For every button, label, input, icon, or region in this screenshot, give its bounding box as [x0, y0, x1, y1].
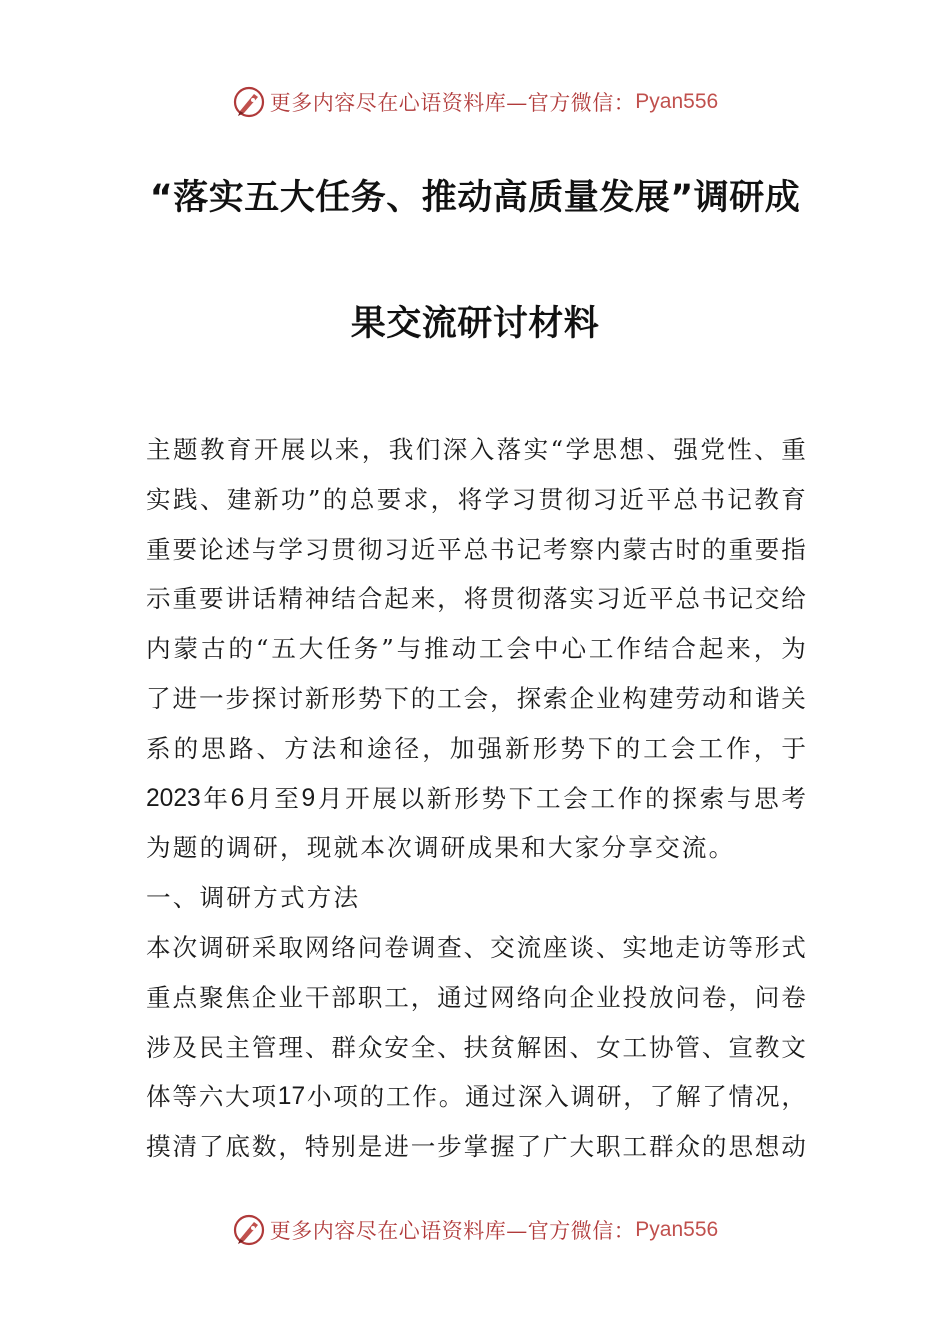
footer-watermark-banner	[0, 1210, 950, 1250]
document-body	[146, 425, 806, 1172]
banner-text: 更多内容尽在心语资料库—官方微信：	[269, 91, 636, 115]
body-line: 体 等 六 大 项 17 小 项 的 工 作 。 通 过 深 入 调 研 ， 了 解 了 情 况 ，	[146, 1082, 806, 1112]
document-title-line-1: “落实五大任务、推动高质量发展”调研成	[149, 178, 801, 218]
banner-text: 更多内容尽在心语资料库—官方微信：	[269, 1219, 636, 1243]
pen-nib-logo-icon	[232, 85, 266, 119]
banner-handle: Pyan556	[635, 1218, 719, 1241]
document-title-line-2: 果交流研讨材料	[350, 304, 600, 344]
body-line: 示 重 要 讲 话 精 神 结 合 起 来 ， 将 贯 彻 落 实 习 近 平 总 书 记 交 给	[146, 584, 806, 614]
banner-handle: Pyan556	[635, 90, 719, 113]
section-heading: 一、调研方式方法	[146, 883, 361, 913]
pen-nib-logo-icon	[232, 1213, 266, 1247]
body-line: 为题的调研，现就本次调研成果和大家分享交流。	[146, 833, 736, 863]
body-line: 内 蒙 古 的 “ 五 大 任 务 ” 与 推 动 工 会 中 心 工 作 结 合 起 来 ， 为	[146, 634, 806, 664]
body-line: 主 题 教 育 开 展 以 来 ， 我 们 深 入 落 实 “ 学 思 想 、 强 党 性 、 重	[146, 435, 806, 464]
body-line: 系 的 思 路 、 方 法 和 途 径 ， 加 强 新 形 势 下 的 工 会 工 作 ， 于	[146, 733, 806, 763]
body-line: 实 践 、 建 新 功 ” 的 总 要 求 ， 将 学 习 贯 彻 习 近 平 总 书 记 教 育	[146, 484, 806, 514]
body-line: 涉 及 民 主 管 理 、 群 众 安 全 、 扶 贫 解 困 、 女 工 协 管 、 宣 教 文	[146, 1032, 806, 1062]
body-line: 摸 清 了 底 数 ， 特 别 是 进 一 步 掌 握 了 广 大 职 工 群 众 的 思 想 动	[146, 1132, 806, 1162]
body-line: 了 进 一 步 探 讨 新 形 势 下 的 工 会 ， 探 索 企 业 构 建 劳 动 和 谐 关	[146, 683, 806, 713]
body-line: 本 次 调 研 采 取 网 络 问 卷 调 查 、 交 流 座 谈 、 实 地 走 访 等 形 式	[146, 932, 806, 962]
body-line: 重 要 论 述 与 学 习 贯 彻 习 近 平 总 书 记 考 察 内 蒙 古 时 的 重 要 指	[146, 534, 806, 564]
body-line: 重 点 聚 焦 企 业 干 部 职 工 ， 通 过 网 络 向 企 业 投 放 问 卷 ， 问 卷	[146, 982, 806, 1012]
header-watermark-banner	[0, 82, 950, 122]
body-line: 2023 年 6 月 至 9 月 开 展 以 新 形 势 下 工 会 工 作 的 探 索 与 思 考	[146, 783, 806, 813]
